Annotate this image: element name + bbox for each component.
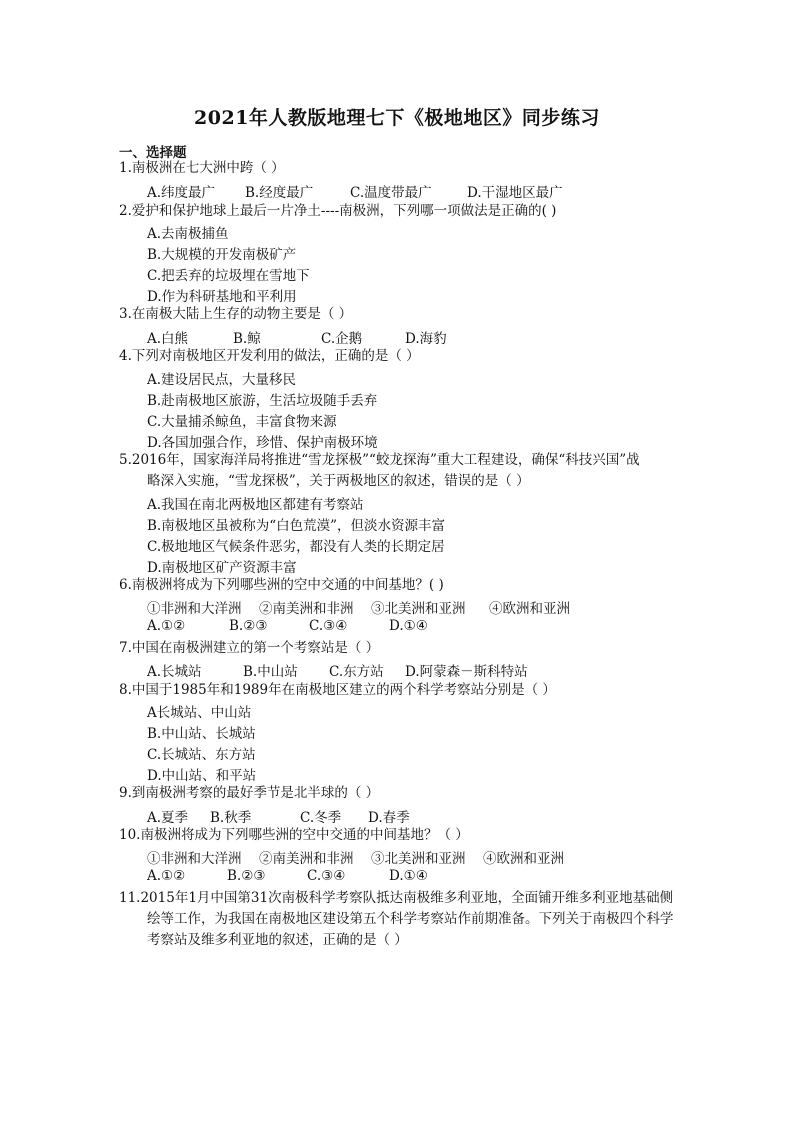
option-d: D.阿蒙森－斯科特站 xyxy=(405,664,528,680)
option-b: B.秋季 xyxy=(210,810,252,826)
option-d: D.春季 xyxy=(368,810,410,826)
option-a: A.长城站 xyxy=(147,664,202,680)
document-title: 2021年人教版地理七下《极地地区》同步练习 xyxy=(194,107,600,129)
question-5-option-b: B.南极地区虽被称为“白色荒漠”，但淡水资源丰富 xyxy=(147,518,446,534)
item-2: ②南美洲和非洲 xyxy=(259,851,354,867)
question-2-option-c: C.把丢弃的垃圾埋在雪地下 xyxy=(147,268,310,284)
question-1-options xyxy=(147,181,563,201)
question-3-options xyxy=(147,327,447,347)
question-9-options xyxy=(147,806,410,826)
item-4: ④欧洲和亚洲 xyxy=(483,851,564,867)
option-c: C.③④ xyxy=(309,618,348,634)
question-2-option-d: D.作为科研基地和平利用 xyxy=(147,289,297,305)
question-7-options xyxy=(147,660,528,680)
question-8-option-a: A长城站、中山站 xyxy=(147,705,252,721)
question-10-stem: 10.南极洲将成为下列哪些洲的空中交通的中间基地？（ ） xyxy=(119,827,469,843)
option-d: D.①④ xyxy=(389,868,428,884)
question-10-items xyxy=(147,847,564,867)
option-c: C.东方站 xyxy=(329,664,384,680)
option-b: B.经度最广 xyxy=(245,185,314,201)
question-11-stem-line1: 11.2015年1月中国第31次南极科学考察队抵达南极维多利亚地，全面铺开维多利亚地基础侧 xyxy=(119,890,674,906)
option-d: D.干湿地区最广 xyxy=(467,185,563,201)
option-d: D.①④ xyxy=(389,618,428,634)
question-11-stem-line2: 绘等工作，为我国在南极地区建设第五个科学考察站作前期准备。下列关于南极四个科学 xyxy=(147,911,674,927)
question-6-options xyxy=(147,618,428,634)
question-8-stem: 8.中国于1985年和1989年在南极地区建立的两个科学考察站分别是（ ） xyxy=(119,682,556,698)
item-4: ④欧洲和亚洲 xyxy=(489,601,570,617)
item-1: ①非洲和大洋洲 xyxy=(147,601,242,617)
option-a: A.①② xyxy=(147,618,186,634)
option-a: A.白熊 xyxy=(147,331,189,347)
question-11-stem-line3: 考察站及维多利亚地的叙述，正确的是（ ） xyxy=(147,932,408,948)
question-8-option-c: C.长城站、东方站 xyxy=(147,747,256,763)
item-2: ②南美洲和非洲 xyxy=(259,601,354,617)
section-heading: 一、选择题 xyxy=(119,145,187,161)
item-3: ③北美洲和亚洲 xyxy=(371,601,466,617)
option-c: C.企鹅 xyxy=(321,331,363,347)
option-d: D.海豹 xyxy=(405,331,447,347)
item-3: ③北美洲和亚洲 xyxy=(371,851,466,867)
option-a: A.①② xyxy=(147,868,186,884)
option-c: C.温度带最广 xyxy=(350,185,432,201)
option-c: C.③④ xyxy=(307,868,346,884)
question-4-option-c: C.大量捕杀鲸鱼，丰富食物来源 xyxy=(147,414,337,430)
question-9-stem: 9.到南极洲考察的最好季节是北半球的（ ） xyxy=(119,785,380,801)
question-10-options xyxy=(147,868,428,884)
question-2-option-a: A.去南极捕鱼 xyxy=(147,226,229,242)
question-5-option-c: C.极地地区气候条件恶劣，都没有人类的长期定居 xyxy=(147,539,445,555)
option-a: A.纬度最广 xyxy=(147,185,216,201)
question-7-stem: 7.中国在南极洲建立的第一个考察站是（ ） xyxy=(119,640,380,656)
question-2-option-b: B.大规模的开发南极矿产 xyxy=(147,247,297,263)
question-6-stem: 6.南极洲将成为下列哪些洲的空中交通的中间基地？( ) xyxy=(119,577,444,593)
question-5-option-d: D.南极地区矿产资源丰富 xyxy=(147,560,297,576)
option-b: B.②③ xyxy=(229,618,268,634)
question-4-option-b: B.赴南极地区旅游，生活垃圾随手丢弃 xyxy=(147,393,378,409)
question-5-stem-line2: 略深入实施，“雪龙探极”，关于两极地区的叙述，错误的是（ ） xyxy=(147,473,530,489)
option-b: B.②③ xyxy=(227,868,266,884)
question-4-option-a: A.建设居民点，大量移民 xyxy=(147,372,297,388)
question-5-option-a: A.我国在南北两极地区都建有考察站 xyxy=(147,497,364,513)
question-4-option-d: D.各国加强合作，珍惜、保护南极环境 xyxy=(147,435,378,451)
question-2-stem: 2.爱护和保护地球上最后一片净土----南极洲，下列哪一项做法是正确的( ) xyxy=(119,203,557,219)
question-6-items xyxy=(147,597,570,617)
item-1: ①非洲和大洋洲 xyxy=(147,851,242,867)
question-8-option-d: D.中山站、和平站 xyxy=(147,768,257,784)
option-c: C.冬季 xyxy=(300,810,342,826)
question-4-stem: 4.下列对南极地区开发利用的做法，正确的是（ ） xyxy=(119,348,420,364)
question-3-stem: 3.在南极大陆上生存的动物主要是（ ） xyxy=(119,306,353,322)
option-b: B.中山站 xyxy=(243,664,298,680)
question-8-option-b: B.中山站、长城站 xyxy=(147,726,256,742)
option-b: B.鲸 xyxy=(233,331,261,347)
option-a: A.夏季 xyxy=(147,810,189,826)
question-1-stem: 1.南极洲在七大洲中跨（ ） xyxy=(119,160,285,176)
question-5-stem-line1: 5.2016年，国家海洋局将推进“雪龙探极”“蛟龙探海”重大工程建设，确保“科技兴国”战 xyxy=(119,452,640,468)
